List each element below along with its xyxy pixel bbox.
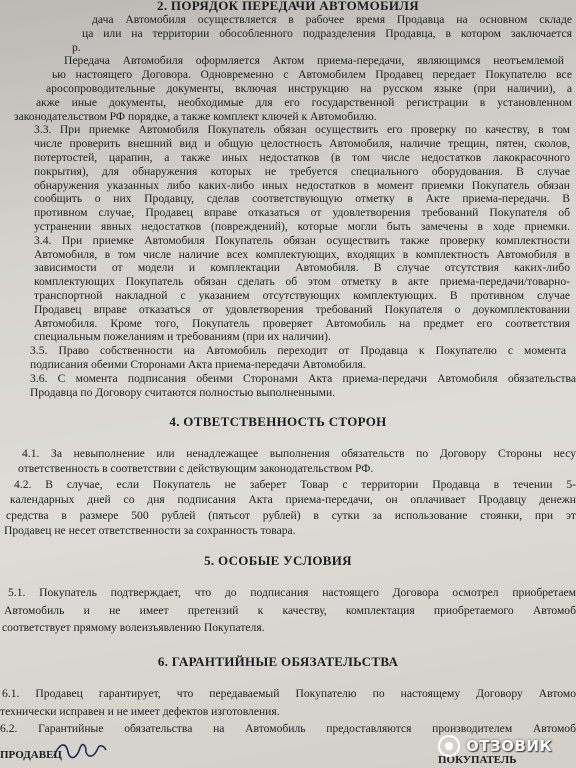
text-line (0, 317, 576, 330)
text-line-content: Автомобиля, в том числе наличие всех комплектующих, входящих в комплектность Автомобиля в (34, 247, 570, 261)
text-line (0, 220, 576, 233)
text-line (0, 261, 576, 274)
text-line (0, 344, 576, 357)
text-line-content: р. (72, 40, 81, 54)
text-line (0, 68, 576, 81)
text-line-content: Продавца по Договору считаются полностью выполненными. (30, 385, 336, 399)
text-line (0, 54, 576, 67)
text-line (0, 82, 576, 95)
text-line-content: потертостей, царапин, а также иных недостатков (в том числе недостатков лакокрасочного (34, 151, 570, 164)
text-line-content: Автомобиля. Кроме того, Покупатель проверяет Автомобиль на предмет его соответствия (34, 316, 570, 330)
buyer-label: ПОКУПАТЕЛЬ (438, 754, 517, 766)
text-line-content: 3.6. С момента подписания обеими Сторонами Акта приема-передачи Автомобиля обязательства (30, 371, 576, 385)
seller-label: ПРОДАВЕЦ (0, 749, 62, 761)
text-line-content: числе проверить внешний вид и общую целостность Автомобиля, наличие трещин, пятен, сколов, (34, 137, 570, 151)
text-line-content: ца или на территории обособленного подразделения Продавца, в котором заключается (82, 26, 572, 40)
text-line (0, 123, 576, 136)
text-line-content: подписания обеими Сторонами Акта приема-передачи Автомобиля. (30, 358, 366, 371)
text-line (0, 248, 576, 261)
text-line (0, 330, 576, 343)
text-line-content: соответствует прямому волеизъявлению Покупателя. (2, 621, 265, 634)
text-line (0, 705, 576, 718)
text-line (0, 192, 576, 205)
watermark-text: ОТЗОВИК (466, 737, 553, 755)
text-line-content: Автомобиль и не имеет претензий к качеству, комплектация приобретаемого Автомоб (4, 603, 576, 617)
text-line-content: 4.2. В случае, если Покупатель не заберет Товар с территории Продавца в течении 5- (14, 477, 576, 491)
text-line (0, 462, 576, 475)
text-line (0, 96, 576, 109)
text-line (0, 110, 576, 123)
text-line-content: Передача Автомобиля оформляется Актом приема-передачи, являющимся неотъемлемой (64, 54, 564, 68)
text-line-content: обнаружения указанных либо каких-либо иных недостатков в момент приемки Покупатель обязан (34, 178, 570, 192)
text-line (0, 586, 576, 599)
text-line (0, 165, 576, 178)
text-line-content: устранении явных недостатков (повреждений), которые могли быть замечены в ходе приемки. (34, 220, 570, 233)
text-line-content: ответственность в соответствии с действующим законодательством РФ. (18, 462, 374, 476)
text-line-content: зависимости от модели и комплектации Автомобиля. В случае отсутствия каких-либо (34, 261, 570, 275)
text-line (0, 206, 576, 219)
text-line (0, 234, 576, 247)
section-4-heading: 4. ОТВЕТСТВЕННОСТЬ СТОРОН (169, 414, 387, 429)
text-line-content: транспортной накладной с указанием отсутствующих комплектующих. В противном случае (34, 289, 570, 302)
text-line-content: 3.4. При приемке Автомобиля Покупатель обязан осуществить также проверку комплектности (34, 233, 570, 247)
text-line (0, 13, 576, 26)
text-line-content: технически исправен и не имеет дефектов изготовления. (0, 704, 280, 718)
text-line (0, 275, 576, 288)
text-line (0, 303, 576, 316)
text-line (0, 179, 576, 192)
text-line (0, 386, 576, 399)
text-line (0, 447, 576, 460)
text-line (0, 137, 576, 150)
text-line-content: 4.1. За невыполнение или ненадлежащее выполнения обязательств по Договору Стороны несу (22, 447, 576, 460)
text-line (0, 621, 576, 634)
text-line-content: акже иные документы, необходимые для его государственной регистрации в установленном (36, 95, 572, 109)
otzovik-logo-icon (438, 735, 460, 757)
text-line-content: противном случае, Продавец вправе отказаться от удовлетворения требований Покупателя об (34, 206, 570, 220)
text-line-content: 6.2. Гарантийные обязательства на Автомобиль предоставляются производителем Автомоб (0, 722, 576, 735)
text-line-content: ью настоящего Договора. Одновременно с Автомобилем Продавец передает Покупателю все (52, 68, 572, 82)
text-line (0, 41, 576, 54)
text-line-content: 3.3. При приемке Автомобиля Покупатель обязан осуществить его проверку по качеству, в том (34, 123, 570, 137)
text-line-content: календарных дней со дня подписания Акта приема-передачи, он оплачивает Продавцу денежн (10, 493, 576, 507)
text-line (0, 358, 576, 371)
text-line-content: 6.1. Продавец гарантирует, что передаваемый Покупателю по настоящему Договору Автомо (2, 687, 576, 700)
text-line-content: средства в размере 500 рублей (пятьсот рублей) в сутки за использование стоянки, при эт (6, 508, 576, 522)
text-line (0, 493, 576, 506)
text-line-content: покрытия), для обнаружения которых не требуется специального оборудования. В случае (34, 164, 570, 178)
text-line (0, 478, 576, 491)
text-line-content: 3.5. Право собственности на Автомобиль переходит от Продавца к Покупателю с момента (30, 344, 566, 358)
text-line-content: законодательством РФ порядке, а также комплект ключей к Автомобилю. (14, 109, 377, 123)
text-line-content: сообщить о них Продавцу, сделав соответствующую отметку в Акте приема-передачи. В (34, 192, 570, 206)
otzovik-watermark (438, 733, 576, 759)
text-line (0, 509, 576, 522)
text-line (0, 687, 576, 700)
text-line (0, 151, 576, 164)
text-line (0, 604, 576, 617)
text-line-content: аросопроводительные документы, включая инструкцию на русском языке (при наличии), а (46, 82, 572, 95)
text-line (0, 372, 576, 385)
text-line-content: 5.1. Покупатель подтверждает, что до подписания настоящего Договора осмотрел приобретаем (8, 586, 576, 599)
text-line-content: Продавец вправе отказаться от удовлетворения требований Покупателя о доукомплектовании (34, 302, 570, 316)
text-line (0, 289, 576, 302)
section-6-heading: 6. ГАРАНТИЙНЫЕ ОБЯЗАТЕЛЬСТВА (157, 654, 399, 669)
text-line-content: комплектующих Покупатель обязан сделать об этом отметку в акте приема-передачи/товарно- (34, 275, 570, 289)
text-line (0, 524, 576, 537)
section-5-heading: 5. ОСОБЫЕ УСЛОВИЯ (204, 553, 352, 568)
text-line-content: Продавец не несет ответственности за сохранность товара. (4, 524, 296, 537)
text-line-content: дача Автомобиля осуществляется в рабочее время Продавца на основном складе (92, 13, 572, 26)
text-line-content: специальным пожеланиям и требованиям (при их наличии). (34, 330, 331, 344)
seller-signature (50, 738, 110, 764)
text-line (0, 27, 576, 40)
section-2-heading: 2. ПОРЯДОК ПЕРЕДАЧИ АВТОМОБИЛЯ (157, 0, 419, 13)
